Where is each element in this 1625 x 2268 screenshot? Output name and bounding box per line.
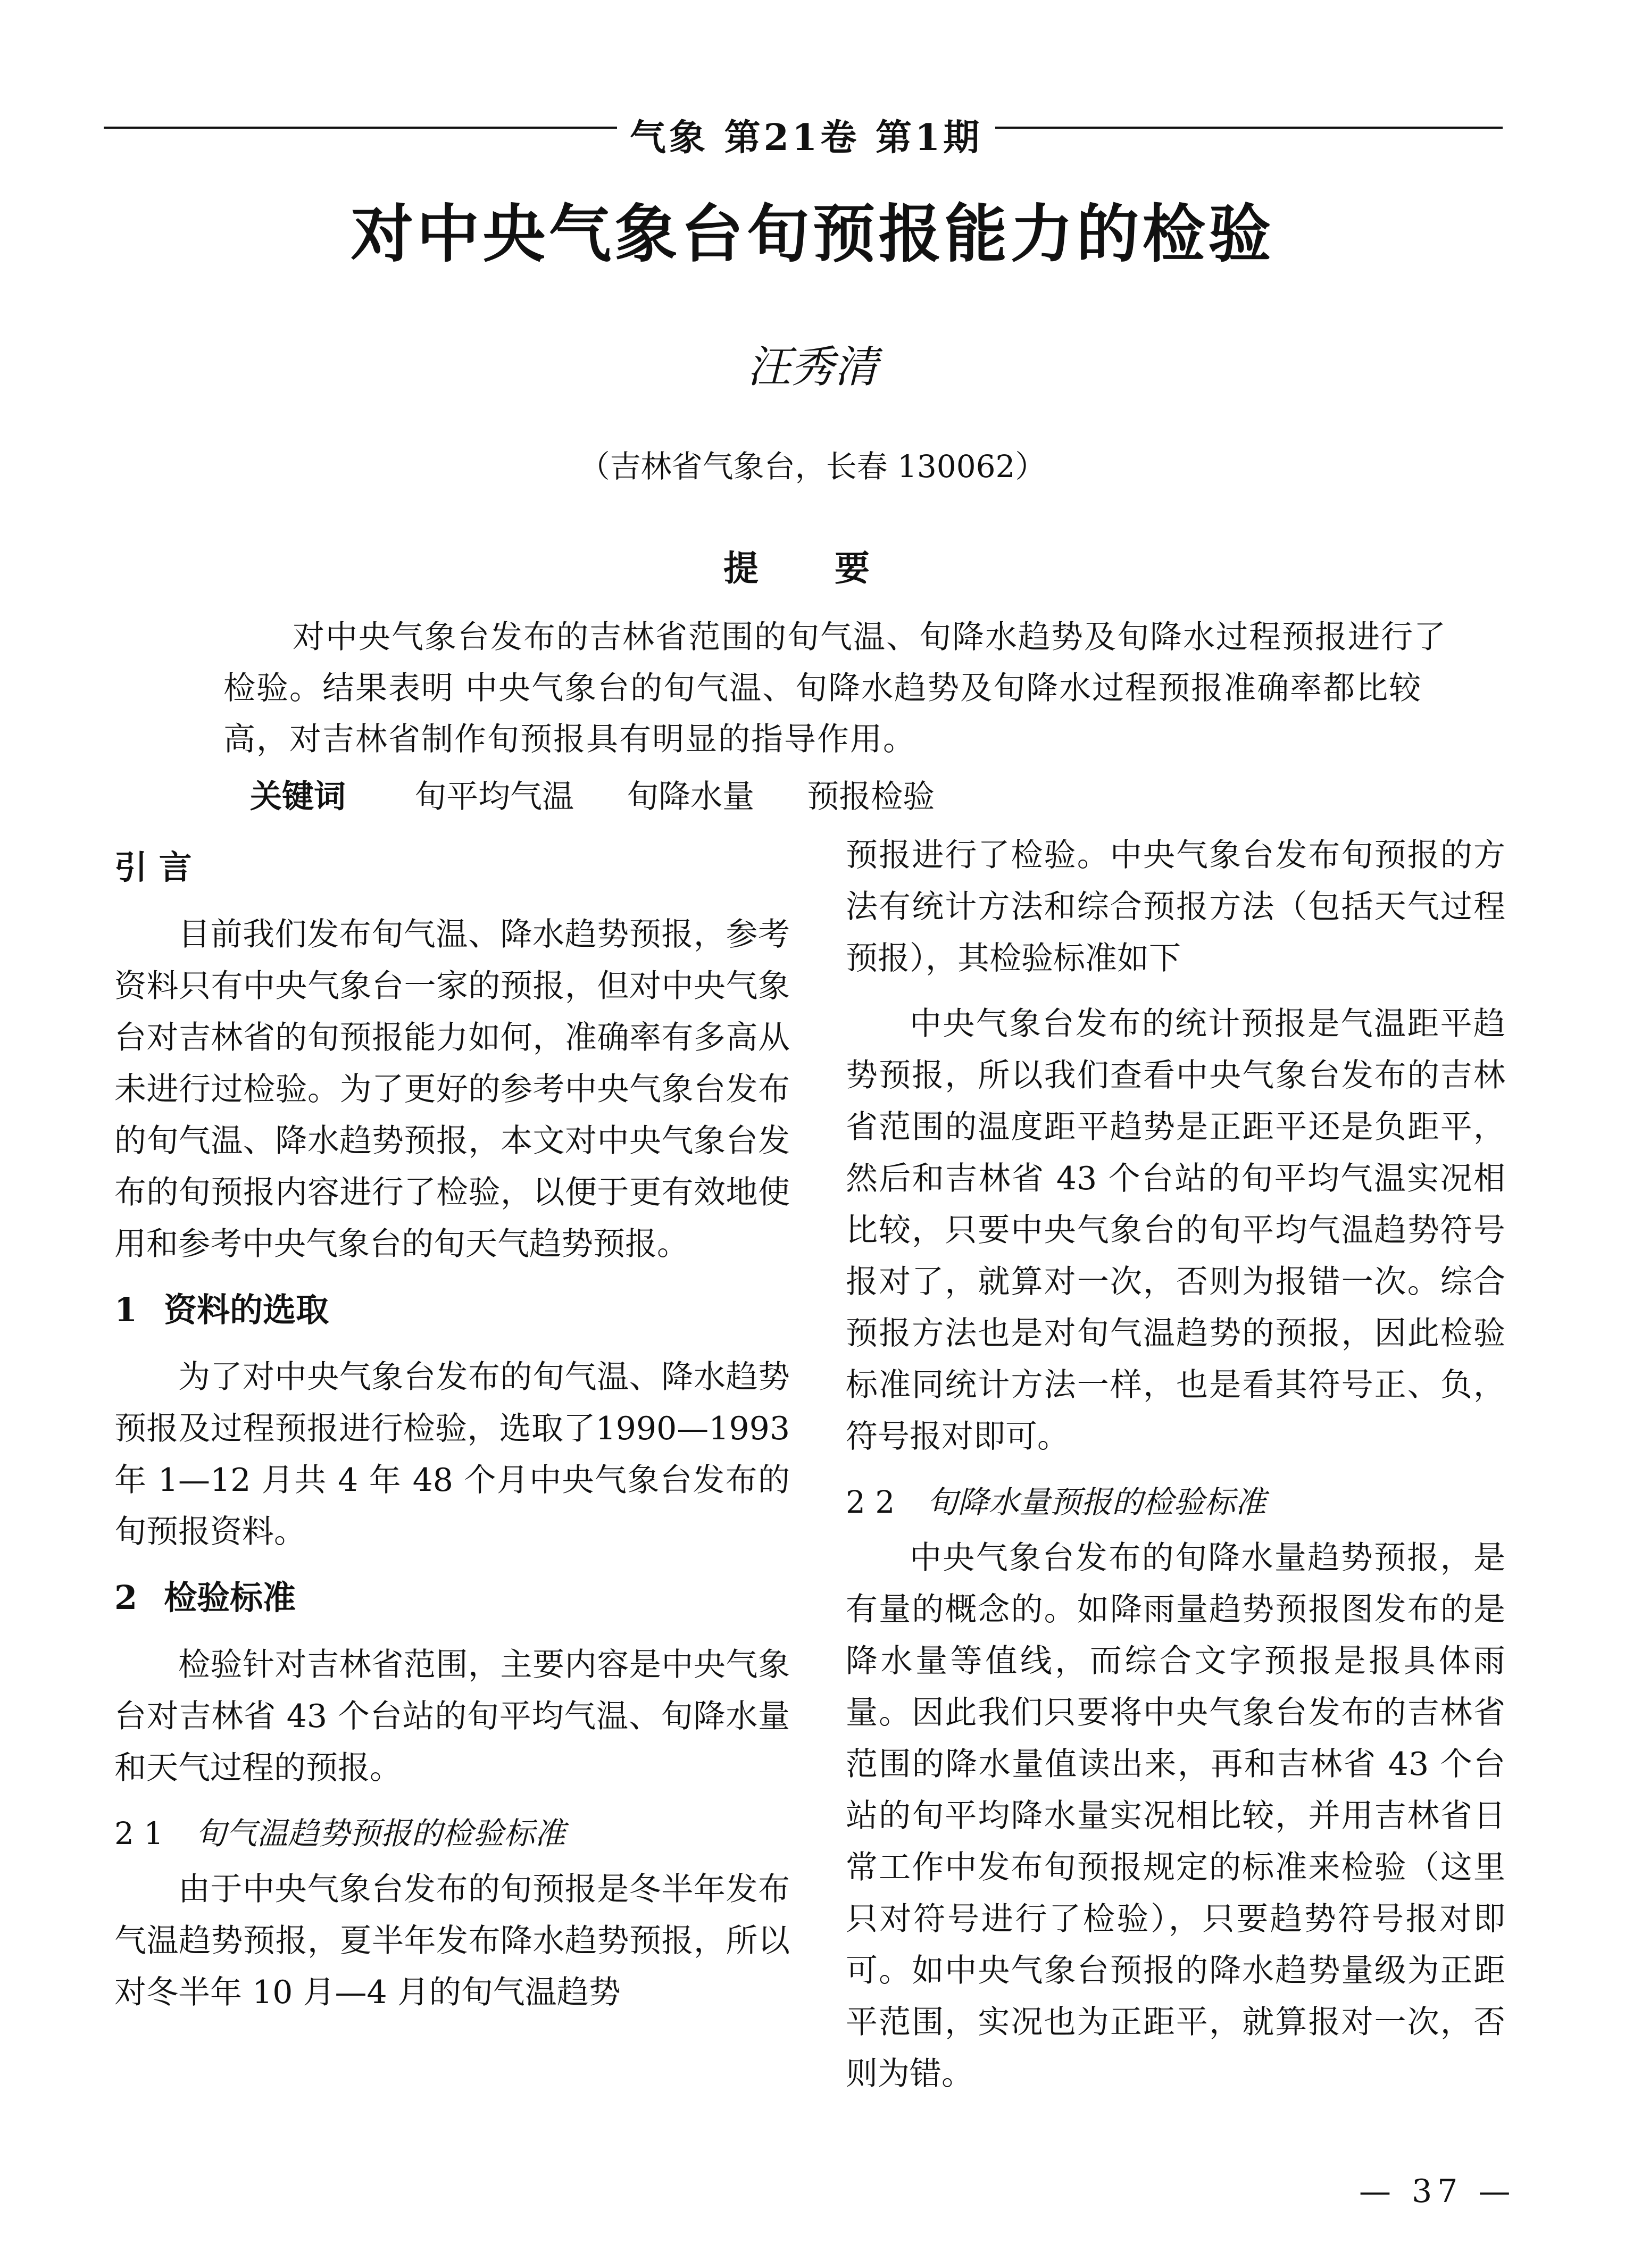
keyword-item: 预报检验 bbox=[807, 778, 935, 815]
section-title: 资料的选取 bbox=[164, 1290, 329, 1329]
subsection-heading-2-1 bbox=[114, 1808, 790, 1860]
subsection-number: 2 2 bbox=[846, 1484, 895, 1520]
section-1-paragraph: 为了对中央气象台发布的旬气温、降水趋势预报及过程预报进行检验，选取了1990—1993 年 1—12 月共 4 年 48 个月中央气象台发布的旬预报资料。 bbox=[114, 1358, 790, 1550]
keywords-label: 关键词 bbox=[250, 778, 346, 815]
subsection-number: 2 1 bbox=[114, 1815, 164, 1852]
section-2-1-paragraph: 由于中央气象台发布的旬预报是冬半年发布气温趋势预报，夏半年发布降水趋势预报，所以对冬半年 10 月—4 月的旬气温趋势 bbox=[114, 1871, 790, 2011]
section-2-1-paragraph-continued: 预报进行了检验。中央气象台发布旬预报的方法有统计方法和综合预报方法（包括天气过程预报），其检验标准如下 bbox=[846, 837, 1505, 977]
paper-title: 对中央气象台旬预报能力的检验 bbox=[351, 197, 1274, 271]
keyword-item: 旬平均气温 bbox=[414, 778, 574, 815]
section-number: 2 bbox=[114, 1578, 138, 1617]
author-name: 汪秀清 bbox=[747, 342, 878, 393]
author-affiliation: （吉林省气象台，长春 130062） bbox=[579, 448, 1046, 485]
abstract-body: 对中央气象台发布的吉林省范围的旬气温、旬降水趋势及旬降水过程预报进行了检验。结果表明 中央气象台的旬气温、旬降水趋势及旬降水过程预报准确率都比较高，对吉林省制作旬预报具有明显的指导作用。 bbox=[223, 619, 1447, 758]
section-heading-1 bbox=[114, 1284, 790, 1336]
subsection-heading-2-2 bbox=[846, 1477, 1505, 1528]
page-number: — 37 — bbox=[1359, 2173, 1516, 2210]
right-column bbox=[846, 830, 1505, 2114]
intro-paragraph: 目前我们发布旬气温、降水趋势预报，参考资料只有中央气象台一家的预报，但对中央气象台对吉林省的旬预报能力如何，准确率有多高从未进行过检验。为了更好的参考中央气象台发布的旬气温、降水趋势预报，本文对中央气象台发布的旬预报内容进行了检验，以便于更有效地使用和参考中央气象台的旬天气趋势预报。 bbox=[114, 916, 790, 1263]
section-title: 检验标准 bbox=[164, 1578, 296, 1617]
journal-header: 气象 第21卷 第1期 bbox=[617, 109, 995, 161]
keywords bbox=[250, 771, 1473, 822]
abstract-heading: 提 要 bbox=[723, 547, 902, 589]
subsection-title: 旬降水量预报的检验标准 bbox=[927, 1484, 1266, 1520]
section-2-2-paragraph: 中央气象台发布的旬降水量趋势预报，是有量的概念的。如降雨量趋势预报图发布的是降水量等值线，而综合文字预报是报具体雨量。因此我们只要将中央气象台发布的吉林省范围的降水量值读出来，再和吉林省 43 个台站的旬平均降水量实况相比较，并用吉林省日常工作中发布旬预报规定的标准来检验（这里只对符号进行了检验），只要趋势符号报对即可。如中央气象台预报的降水趋势量级为正距平范围，实况也为正距平，就算报对一次，否则为错。 bbox=[846, 1539, 1505, 2092]
section-heading-intro: 引 言 bbox=[114, 848, 192, 887]
section-heading-2 bbox=[114, 1572, 790, 1623]
keyword-item: 旬降水量 bbox=[627, 778, 755, 815]
section-number: 1 bbox=[114, 1290, 138, 1329]
subsection-title: 旬气温趋势预报的检验标准 bbox=[195, 1815, 566, 1852]
section-2-paragraph: 检验针对吉林省范围，主要内容是中央气象台对吉林省 43 个台站的旬平均气温、旬降水量和天气过程的预报。 bbox=[114, 1646, 790, 1787]
left-column bbox=[114, 830, 790, 2032]
section-2-1-paragraph-2: 中央气象台发布的统计预报是气温距平趋势预报，所以我们查看中央气象台发布的吉林省范围的温度距平趋势是正距平还是负距平，然后和吉林省 43 个台站的旬平均气温实况相比较，只要中央气象台的旬平均气温趋势符号报对了，就算对一次，否则为报错一次。综合预报方法也是对旬气温趋势的预报，因此检验标准同统计方法一样，也是看其符号正、负，符号报对即可。 bbox=[846, 1005, 1505, 1455]
